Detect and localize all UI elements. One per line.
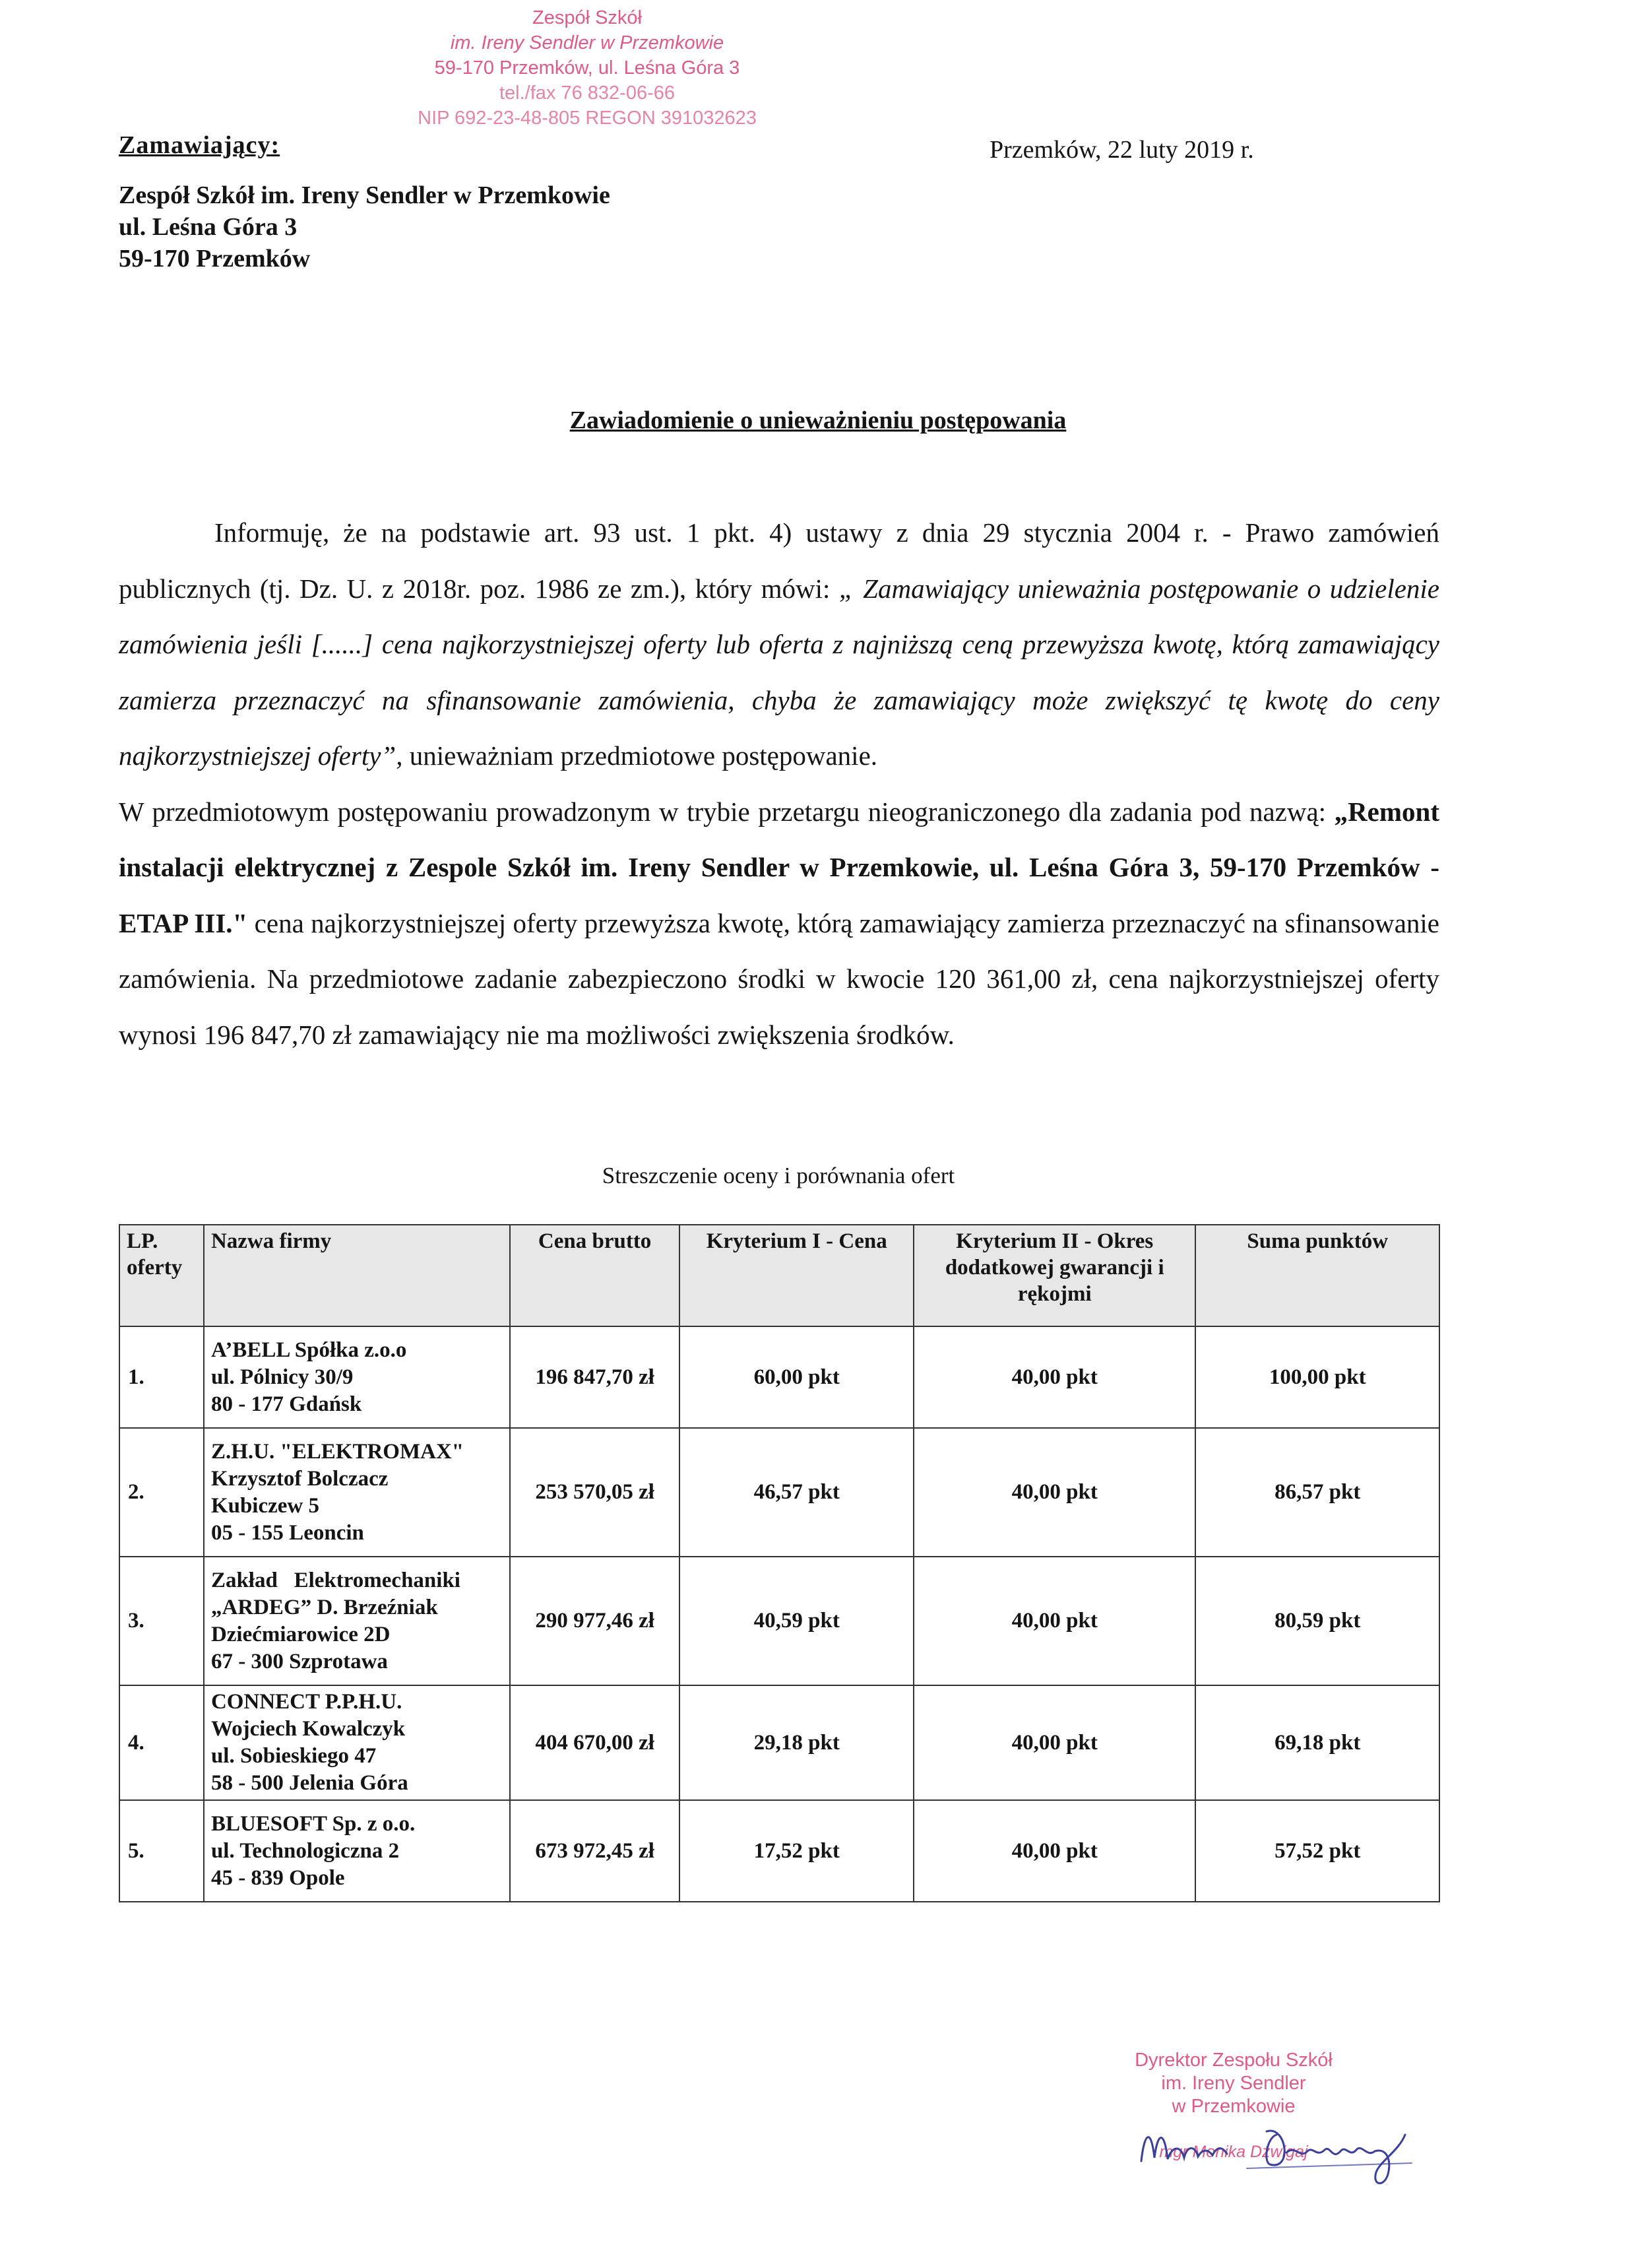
stamp-line: Zespół Szkół bbox=[532, 7, 642, 28]
cell-criterion-2: 40,00 pkt bbox=[914, 1326, 1195, 1428]
ordering-party-address bbox=[119, 179, 610, 275]
cell-criterion-1: 17,52 pkt bbox=[679, 1800, 914, 1902]
firm-line: „ARDEG” D. Brzeźniak bbox=[210, 1595, 438, 1619]
paragraph-legal-basis bbox=[119, 505, 1439, 784]
header-lp: LP. oferty bbox=[119, 1225, 204, 1326]
cell-lp: 4. bbox=[119, 1685, 204, 1800]
cell-sum: 86,57 pkt bbox=[1195, 1428, 1439, 1557]
cell-price: 196 847,70 zł bbox=[510, 1326, 680, 1428]
cell-firm bbox=[204, 1685, 510, 1800]
address-line: ul. Leśna Góra 3 bbox=[119, 213, 298, 241]
cell-criterion-1: 29,18 pkt bbox=[679, 1685, 914, 1800]
firm-line: 80 - 177 Gdańsk bbox=[210, 1392, 362, 1416]
cell-price: 404 670,00 zł bbox=[510, 1685, 680, 1800]
document-title: Zawiadomienie o unieważnieniu postępowania bbox=[569, 406, 1067, 434]
cell-firm bbox=[204, 1557, 510, 1685]
firm-line: Kubiczew 5 bbox=[210, 1493, 320, 1518]
header-firm: Nazwa firmy bbox=[204, 1225, 510, 1326]
firm-line: A’BELL Spółka z.o.o bbox=[210, 1338, 407, 1362]
firm-line: Dziećmiarowice 2D bbox=[210, 1622, 391, 1646]
ordering-party-label: Zamawiający: bbox=[119, 131, 280, 159]
offers-table bbox=[119, 1224, 1440, 1902]
text-span: Informuję, że na podstawie art. 93 ust. 1 pkt. 4) ustawy z dnia 29 stycznia 2004 r. - Prawo zamówień publicznych (tj. Dz. U. z 2018r. poz. 1986 ze zm.), który mówi: bbox=[119, 517, 1439, 604]
stamp-line: w Przemkowie bbox=[1172, 2096, 1296, 2117]
table-caption: Streszczenie oceny i porównania ofert bbox=[602, 1163, 955, 1188]
cell-firm bbox=[204, 1428, 510, 1557]
header-criterion-1: Kryterium I - Cena bbox=[679, 1225, 914, 1326]
firm-line: 05 - 155 Leoncin bbox=[210, 1520, 364, 1545]
cell-criterion-1: 40,59 pkt bbox=[679, 1557, 914, 1685]
firm-line: ul. Technologiczna 2 bbox=[210, 1838, 400, 1863]
firm-line: ul. Pólnicy 30/9 bbox=[210, 1365, 354, 1389]
legal-quote: „ Zamawiający unieważnia postępowanie o udzielenie zamówienia jeśli [......] cena najkorzystniejszej oferty lub oferta z najniższą ceną przewyższa kwotę, którą zamawiający zamierza przeznaczyć na sfinansowanie zamówienia, chyba że zamawiający może zwiększyć tę kwotę do ceny najkorzystniejszej oferty”, bbox=[119, 573, 1439, 771]
stamp-line: im. Ireny Sendler bbox=[1161, 2073, 1306, 2094]
table-row bbox=[119, 1800, 1439, 1902]
firm-line: Zakład Elektromechaniki bbox=[210, 1568, 460, 1592]
firm-line: BLUESOFT Sp. z o.o. bbox=[210, 1811, 416, 1836]
cell-criterion-2: 40,00 pkt bbox=[914, 1685, 1195, 1800]
header-criterion-2: Kryterium II - Okres dodatkowej gwarancji i rękojmi bbox=[914, 1225, 1195, 1326]
cell-sum: 69,18 pkt bbox=[1195, 1685, 1439, 1800]
cell-firm bbox=[204, 1326, 510, 1428]
task-name: „Remont instalacji elektrycznej z Zespole Szkół im. Ireny Sendler w Przemkowie, ul. Leśna Góra 3, 59-170 Przemków - ETAP III." bbox=[119, 796, 1439, 938]
table-row bbox=[119, 1326, 1439, 1428]
cell-criterion-2: 40,00 pkt bbox=[914, 1800, 1195, 1902]
cell-lp: 2. bbox=[119, 1428, 204, 1557]
firm-line: CONNECT P.P.H.U. bbox=[210, 1690, 402, 1714]
handwritten-signature bbox=[1135, 2112, 1438, 2191]
stamp-line: NIP 692-23-48-805 REGON 391032623 bbox=[418, 108, 757, 129]
stamp-line: Dyrektor Zespołu Szkół bbox=[1135, 2050, 1333, 2071]
firm-line: 45 - 839 Opole bbox=[210, 1865, 345, 1890]
table-row bbox=[119, 1428, 1439, 1557]
firm-line: Z.H.U. "ELEKTROMAX" bbox=[210, 1439, 464, 1464]
cell-price: 290 977,46 zł bbox=[510, 1557, 680, 1685]
cell-criterion-1: 60,00 pkt bbox=[679, 1326, 914, 1428]
cell-price: 253 570,05 zł bbox=[510, 1428, 680, 1557]
document-date: Przemków, 22 luty 2019 r. bbox=[990, 136, 1254, 164]
stamp-signatory-name: mgr Monika Dźwigaj bbox=[1159, 2143, 1308, 2161]
address-line: 59-170 Przemków bbox=[119, 245, 311, 273]
cell-lp: 5. bbox=[119, 1800, 204, 1902]
cell-criterion-1: 46,57 pkt bbox=[679, 1428, 914, 1557]
cell-firm bbox=[204, 1800, 510, 1902]
cell-sum: 100,00 pkt bbox=[1195, 1326, 1439, 1428]
firm-line: 58 - 500 Jelenia Góra bbox=[210, 1771, 408, 1795]
cell-lp: 3. bbox=[119, 1557, 204, 1685]
firm-line: Krzysztof Bolczacz bbox=[210, 1466, 389, 1491]
table-row bbox=[119, 1685, 1439, 1800]
text-span: W przedmiotowym postępowaniu prowadzonym w trybie przetargu nieograniczonego dla zadania pod nazwą: bbox=[119, 796, 1335, 827]
firm-line: Wojciech Kowalczyk bbox=[210, 1717, 406, 1741]
table-header-row bbox=[119, 1225, 1439, 1326]
firm-line: 67 - 300 Szprotawa bbox=[210, 1649, 388, 1673]
firm-line: ul. Sobieskiego 47 bbox=[210, 1744, 377, 1768]
body-text bbox=[119, 505, 1439, 1062]
school-stamp bbox=[330, 5, 844, 131]
stamp-line: im. Ireny Sendler w Przemkowie bbox=[450, 32, 724, 53]
text-span: cena najkorzystniejszej oferty przewyższa kwotę, którą zamawiający zamierza przeznaczyć na sfinansowanie zamówienia. Na przedmiotowe zadanie zabezpieczono środki w kwocie 120 361,00 zł, cena najkorzystniejszej oferty wynosi 196 847,70 zł zamawiający nie ma możliwości zwiększenia środków. bbox=[119, 907, 1439, 1050]
table-row bbox=[119, 1557, 1439, 1685]
header-price: Cena brutto bbox=[510, 1225, 680, 1326]
cell-criterion-2: 40,00 pkt bbox=[914, 1557, 1195, 1685]
stamp-line: 59-170 Przemków, ul. Leśna Góra 3 bbox=[434, 57, 740, 79]
stamp-line: tel./fax 76 832-06-66 bbox=[499, 82, 675, 104]
cell-lp: 1. bbox=[119, 1326, 204, 1428]
cell-sum: 80,59 pkt bbox=[1195, 1557, 1439, 1685]
cell-sum: 57,52 pkt bbox=[1195, 1800, 1439, 1902]
header-sum: Suma punktów bbox=[1195, 1225, 1439, 1326]
address-line: Zespół Szkół im. Ireny Sendler w Przemkowie bbox=[119, 181, 610, 209]
text-span: unieważniam przedmiotowe postępowanie. bbox=[402, 740, 878, 771]
paragraph-procedure bbox=[119, 784, 1439, 1063]
cell-price: 673 972,45 zł bbox=[510, 1800, 680, 1902]
cell-criterion-2: 40,00 pkt bbox=[914, 1428, 1195, 1557]
